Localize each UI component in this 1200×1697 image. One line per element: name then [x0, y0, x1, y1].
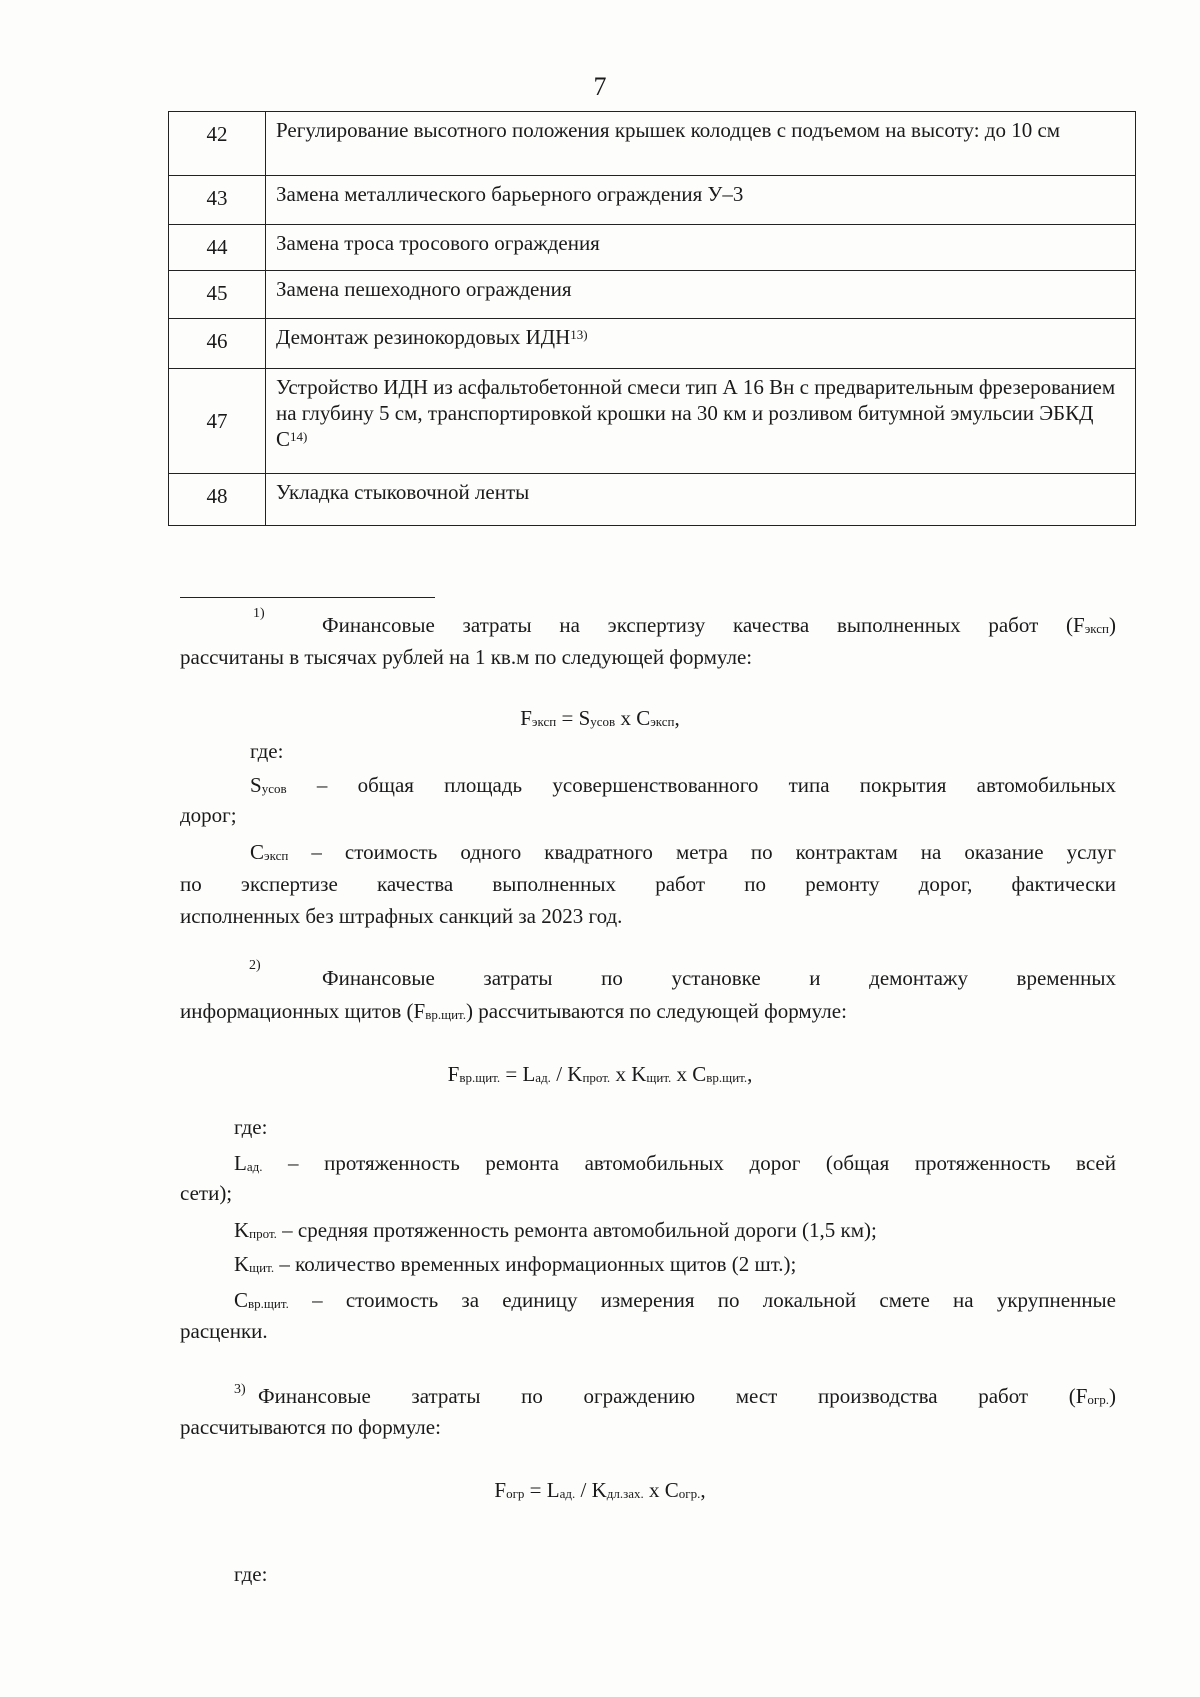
fn2-def2 [234, 1215, 877, 1248]
def-symbol: K [234, 1218, 250, 1242]
formula-part: x C [671, 1062, 707, 1086]
fn2-def3 [234, 1249, 796, 1282]
formula-part: F [447, 1062, 460, 1086]
fn3-formula [0, 1478, 1200, 1503]
fn2-def1-line1 [234, 1148, 1116, 1181]
def-sub: вр.щит. [248, 1296, 289, 1311]
fn2-def4-line1 [234, 1285, 1116, 1318]
fn1-formula [0, 706, 1200, 731]
fn2-sub: вр.щит. [425, 1007, 467, 1022]
def-text: – количество временных информационных щитов (2 шт.); [274, 1252, 797, 1276]
fn2-def1-line2: сети); [180, 1181, 233, 1205]
footnote-marker-3: 3) [234, 1382, 246, 1397]
row-number: 43 [169, 176, 266, 225]
fn3-line2: рассчитываются по формуле: [180, 1415, 441, 1439]
page-number: 7 [593, 72, 607, 101]
row-text [266, 369, 1136, 474]
row-text-main: Устройство ИДН из асфальтобетонной смеси тип А 16 Вн с предварительным фрезерованием на глубину 5 см, транспортировкой крошки на 30 км и розливом битумной эмульсии ЭБКД С [276, 375, 1116, 451]
def-sub: ад. [246, 1159, 263, 1174]
fn1-def1-line1 [250, 770, 1116, 803]
def-text: – общая площадь усовершенствованного типа покрытия автомобильных [286, 773, 1116, 797]
fn1-text: Финансовые затраты на экспертизу качества выполненных работ (F [322, 613, 1085, 637]
footnote-separator [180, 597, 435, 598]
formula-sub: прот. [582, 1070, 611, 1085]
fn1-def2-line2: по экспертизе качества выполненных работ по ремонту дорог, фактически [180, 872, 1116, 896]
row-text [266, 319, 1136, 369]
row-text: Замена троса тросового ограждения [266, 225, 1136, 271]
formula-part: x K [610, 1062, 647, 1086]
fn3-end: ) [1109, 1384, 1116, 1408]
fn3-sub: огр. [1087, 1392, 1109, 1407]
row-text: Замена пешеходного ограждения [266, 271, 1136, 319]
formula-part: , [700, 1478, 706, 1502]
formula-part: , [747, 1062, 753, 1086]
table-row [169, 474, 1136, 526]
row-text: Регулирование высотного положения крышек колодцев с подъемом на высоту: до 10 см [266, 112, 1136, 176]
fn1-def2-line3: исполненных без штрафных санкций за 2023 год. [180, 904, 623, 928]
fn3-text: Финансовые затраты по ограждению мест производства работ (F [258, 1384, 1088, 1408]
row-text-main: Демонтаж резинокордовых ИДН [276, 325, 571, 349]
def-symbol: S [250, 773, 262, 797]
formula-part: F [494, 1478, 507, 1502]
fn1-end: ) [1109, 613, 1116, 637]
row-number: 46 [169, 319, 266, 369]
formula-sub: эксп [650, 714, 675, 729]
table-row [169, 271, 1136, 319]
formula-sub: эксп [531, 714, 557, 729]
fn2-text: ) рассчитываются по следующей формуле: [466, 999, 847, 1023]
fn3-where: где: [234, 1562, 268, 1586]
def-symbol: C [250, 840, 265, 864]
works-table [168, 111, 1136, 526]
table-row [169, 176, 1136, 225]
fn1-def1-line2: дорог; [180, 803, 237, 827]
row-number: 44 [169, 225, 266, 271]
formula-sub: ад. [535, 1070, 551, 1085]
formula-sub: щит. [646, 1070, 672, 1085]
formula-sub: вр.щит. [459, 1070, 501, 1085]
def-sub: прот. [249, 1226, 277, 1241]
fn2-where: где: [234, 1115, 268, 1139]
fn2-formula [0, 1062, 1200, 1087]
def-text: – протяженность ремонта автомобильных дорог (общая протяженность всей [262, 1151, 1116, 1175]
def-sub: эксп [264, 848, 289, 863]
fn2-line2 [180, 996, 847, 1029]
formula-part: , [674, 706, 680, 730]
table-row [169, 225, 1136, 271]
fn1-line2: рассчитаны в тысячах рублей на 1 кв.м по следующей формуле: [180, 645, 753, 669]
row-text: Замена металлического барьерного ограждения У–3 [266, 176, 1136, 225]
fn2-text: информационных щитов (F [180, 999, 426, 1023]
formula-sub: усов [590, 714, 616, 729]
table-row [169, 112, 1136, 176]
def-symbol: L [234, 1151, 247, 1175]
formula-sub: вр.щит. [706, 1070, 748, 1085]
def-sub: щит. [249, 1260, 275, 1275]
formula-sub: огр [506, 1486, 525, 1501]
row-number: 47 [169, 369, 266, 474]
row-number: 48 [169, 474, 266, 526]
formula-part: / K [550, 1062, 583, 1086]
def-text: – стоимость одного квадратного метра по контрактам на оказание услуг [288, 840, 1116, 864]
fn1-sub: эксп [1084, 621, 1109, 636]
footnote-marker-2: 2) [249, 958, 261, 973]
formula-part: F [520, 706, 532, 730]
formula-sub: огр. [678, 1486, 701, 1501]
def-text: – стоимость за единицу измерения по локальной смете на укрупненные [288, 1288, 1116, 1312]
row-text: Укладка стыковочной ленты [266, 474, 1136, 526]
fn1-where: где: [250, 739, 284, 763]
table-row [169, 319, 1136, 369]
def-symbol: C [234, 1288, 249, 1312]
formula-part: = S [556, 706, 591, 730]
footnote-ref: 13) [570, 327, 588, 342]
formula-part: = L [500, 1062, 536, 1086]
fn2-def4-line2: расценки. [180, 1319, 268, 1343]
formula-sub: дл.зах. [606, 1486, 644, 1501]
formula-sub: ад. [559, 1486, 576, 1501]
formula-part: = L [524, 1478, 560, 1502]
table-row [169, 369, 1136, 474]
fn1-def2-line1 [250, 837, 1116, 870]
fn2-line1: Финансовые затраты по установке и демонтажу временных [322, 966, 1116, 990]
def-text: – средняя протяженность ремонта автомобильной дороги (1,5 км); [276, 1218, 877, 1242]
def-symbol: K [234, 1252, 250, 1276]
row-number: 42 [169, 112, 266, 176]
footnote-marker-1: 1) [253, 606, 265, 621]
def-sub: усов [261, 781, 287, 796]
fn1-line1 [322, 610, 1116, 643]
formula-part: x C [615, 706, 651, 730]
fn3-line1 [258, 1381, 1116, 1414]
row-number: 45 [169, 271, 266, 319]
footnote-ref: 14) [290, 429, 308, 444]
formula-part: / K [575, 1478, 607, 1502]
formula-part: x C [643, 1478, 679, 1502]
